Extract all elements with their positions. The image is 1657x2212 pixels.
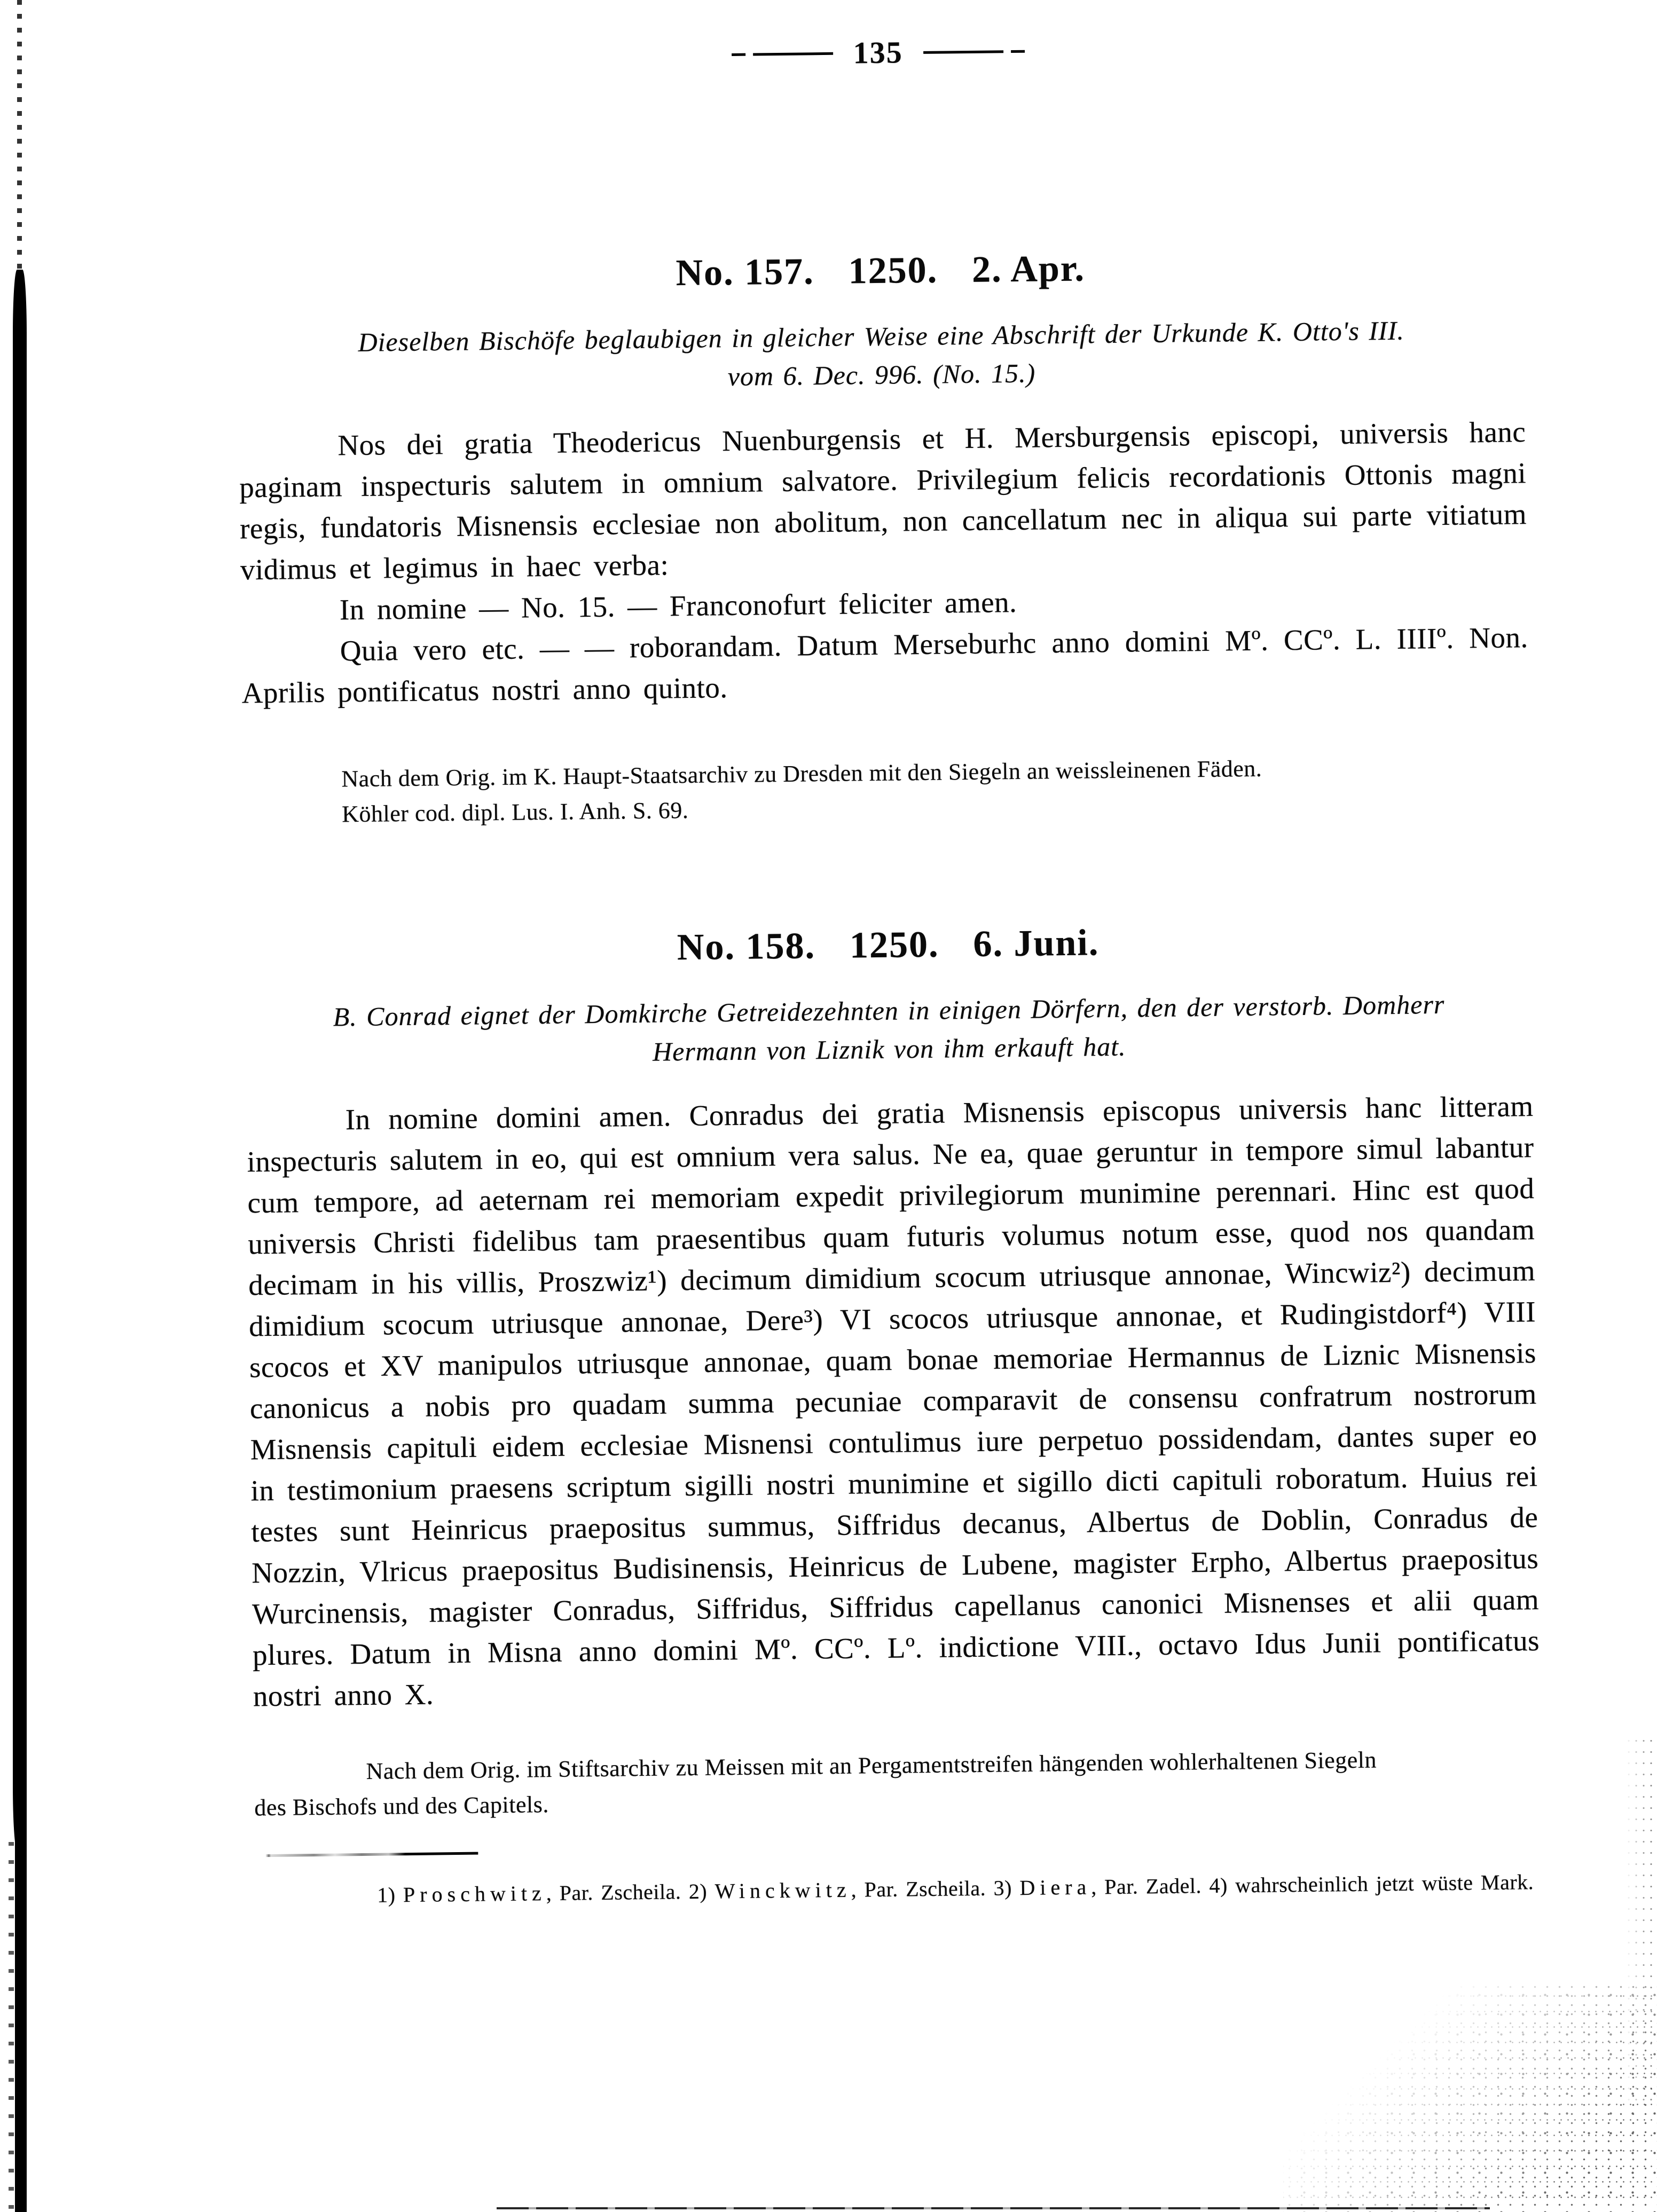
body-paragraph: Nos dei gratia Theodericus Nuenburgensis et H. Mersburgensis episcopi, universis hanc paginam inspecturis salutem in omnium salvatore. Privilegium felicis recordationis Ottonis magni regis, fundatoris Misnensis ecclesiae non abolitum, non cancellatum nec in aliqua sui parte vitiatum vidimus et legimus in haec verba:: [239, 415, 1527, 586]
page-number-rule-right: [923, 50, 1025, 53]
page-number-rule-left: [732, 52, 833, 56]
body-paragraph: Quia vero etc. — — roborandam. Datum Merseburhc anno domini Mº. CCº. L. IIIIº. Non. Aprilis pontificatus nostri anno quinto.: [241, 621, 1528, 710]
entry-date: 2. Apr.: [971, 248, 1086, 290]
scan-gutter-artifact: [13, 270, 27, 1850]
scan-noise-corner: [1283, 1982, 1657, 2212]
charter-entry-157: [237, 243, 1530, 833]
entry-date: 6. Juni.: [973, 922, 1100, 965]
footnote-segment: , Par. Zscheila. 3): [851, 1876, 1020, 1902]
entry-summary-158: B. Conrad eignet der Domkirche Getreidezehnten in einigen Dörfern, den der verstorb. Domherr Hermann von Liznik von ihm erkauft hat.: [333, 989, 1445, 1067]
source-note-157: Nach dem Orig. im K. Haupt-Staatsarchiv zu Dresden mit den Siegeln an weissleinenen Fäden. Köhler cod. dipl. Lus. I. Anh. S. 69.: [341, 755, 1262, 828]
footnote-segment: , Par. Zadel. 4) wahrscheinlich jetzt wüste Mark.: [1091, 1870, 1534, 1899]
scan-gutter-artifact-top: [17, 0, 22, 278]
footnote-line: [255, 1867, 1542, 1911]
footnote-segment: , Par. Zscheila. 2): [546, 1879, 715, 1906]
page-number: 135: [853, 35, 903, 70]
body-paragraph: In nomine domini amen. Conradus dei gratia Misnensis episcopus universis hanc litteram inspecturis salutem in eo, qui est omnium vera salus. Ne ea, quae geruntur in tempore simul labantur cum tempore, ad aeternam rei memoriam expedit privilegiorum munimine perennari. Hinc est quod universis Christi fidelibus tam praesentibus quam futuris volumus notum esse, quod nos quandam decimam in his villis, Proszwiz¹) decimum dimidium scocum utriusque annonae, Wincwiz²) decimum dimidium scocum utriusque annonae, Dere³) VI scocos utriusque annonae, et Rudingistdorf⁴) VIII scocos et XV manipulos utriusque annonae, quam bonae memoriae Hermannus de Liznic Misnensis canonicus a nobis pro quadam summa pecuniae comparavit de consensu confratrum nostrorum Misnensis capituli eidem ecclesiae Misnensi contulimus iure perpetuo possidendam, dantes super eo in testimonium praesens scriptum sigilli nostri munimine et sigillo dicti capituli roboratum. Huius rei testes sunt Heinricus praepositus summus, Siffridus decanus, Albertus de Doblin, Conradus de Nozzin, Vlricus praepositus Budisinensis, Heinricus de Lubene, magister Erpho, Albertus praepositus Wurcinensis, magister Conradus, Siffridus, Siffridus capellanus canonici Misnenses et alii quam plures. Datum in Misna anno domini Mº. CCº. Lº. indictione VIII., octavo Idus Junii pontificatus nostri anno X.: [247, 1090, 1540, 1713]
entry-heading-157: [237, 243, 1524, 298]
entry-year: 1250.: [848, 249, 938, 292]
entry-heading-158: [245, 917, 1532, 973]
source-note-158: Nach dem Orig. im Stiftsarchiv zu Meissen mit an Pergamentstreifen hängenden wohlerhaltenen Siegeln des Bischofs und des Capitels.: [254, 1746, 1377, 1821]
scan-gutter-artifact-bottom: [9, 1842, 14, 2210]
footnote-separator-rule: [265, 1852, 478, 1857]
footnote-place-name: Proschwitz: [403, 1881, 547, 1907]
footnote-place-name: Winckwitz: [714, 1877, 851, 1903]
footnote-segment: 1): [376, 1883, 404, 1907]
entry-number: No. 158.: [677, 925, 816, 969]
entry-number: No. 157.: [676, 251, 815, 294]
charter-entry-158: [245, 917, 1542, 1825]
running-head: [234, 24, 1522, 81]
entry-summary-157: Dieselben Bischöfe beglaubigen in gleicher Weise eine Abschrift der Urkunde K. Otto's III. vom 6. Dec. 996. (No. 15.): [358, 315, 1405, 392]
footnote-place-name: Diera: [1019, 1875, 1091, 1900]
scan-page-edge-shadow: [497, 2207, 1490, 2209]
scan-noise-right-edge: [1625, 1735, 1657, 2109]
entry-year: 1250.: [849, 924, 939, 966]
body-paragraph: In nomine — No. 15. — Franconofurt feliciter amen.: [339, 585, 1017, 626]
